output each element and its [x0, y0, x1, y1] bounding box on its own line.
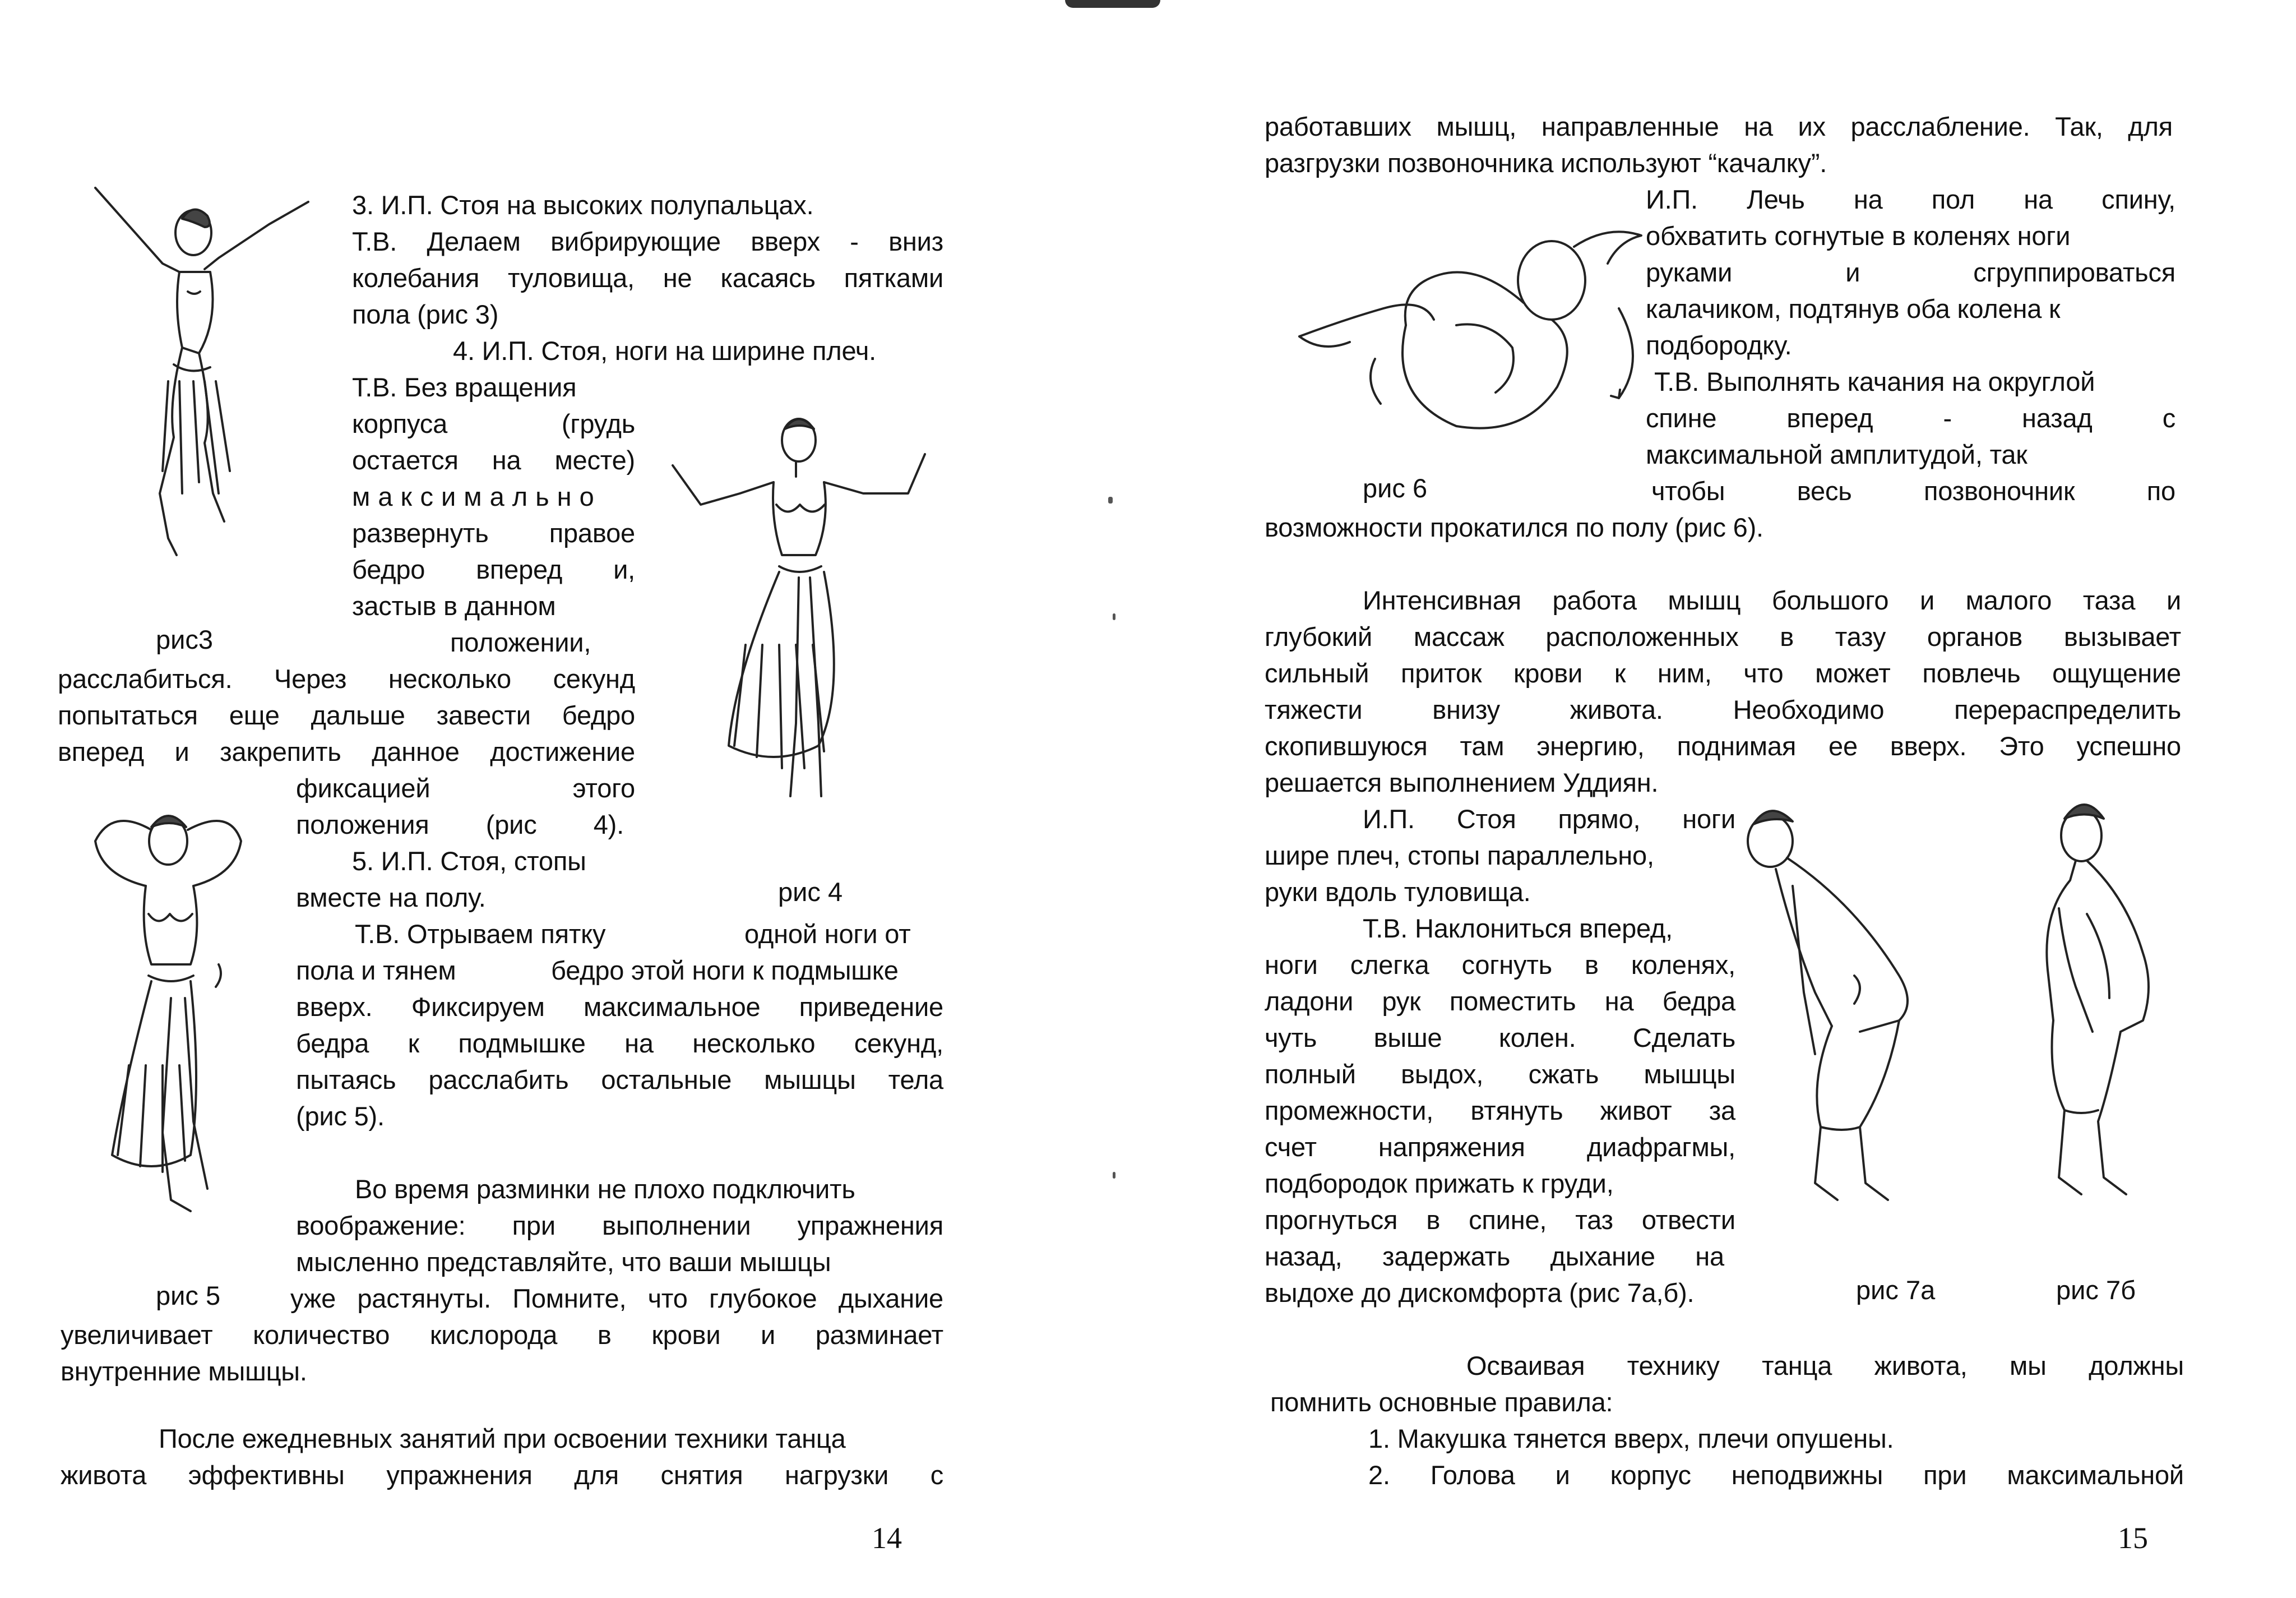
fig7a-bent-figure-icon	[1731, 791, 1944, 1217]
fig6-rocking-icon	[1288, 213, 1658, 449]
text-line: Т.В. Отрываем пятку	[355, 919, 606, 949]
text-line: внутренние мышцы.	[61, 1356, 307, 1386]
text-line: руки вдоль туловища.	[1265, 877, 1531, 907]
text-line: подбородку.	[1646, 330, 1792, 360]
text-line: Во время разминки не плохо подключить	[355, 1174, 855, 1204]
text-line: обхватить согнутые в коленях ноги	[1646, 221, 2071, 251]
text-line: застыв в данном	[352, 591, 556, 621]
text-line: положения (рис 4).	[296, 810, 624, 839]
text-line: назад, задержать дыхание на	[1265, 1241, 1724, 1271]
text-line: пытаясь расслабить остальные мышцы тела	[296, 1065, 943, 1094]
fig6-caption: рис 6	[1363, 473, 1428, 503]
text-line: шире плеч, стопы параллельно,	[1265, 840, 1654, 870]
text-line: ладони рук поместить на бедра	[1265, 986, 1735, 1016]
fig7b-standing-figure-icon	[2014, 785, 2182, 1217]
text-line: бедро этой ноги к подмышке	[551, 955, 899, 985]
text-line: глубокий массаж расположенных в тазу органов вызывает	[1265, 622, 2181, 652]
text-line: полный выдох, сжать мышцы	[1265, 1059, 1735, 1089]
fig7b-caption: рис 7б	[2056, 1275, 2136, 1305]
text-line: скопившуюся там энергию, поднимая ее вверх. Это успешно	[1265, 731, 2181, 761]
text-line: воображение: при выполнении упражнения	[296, 1211, 943, 1240]
text-line: решается выполнением Уддиян.	[1265, 768, 1659, 797]
fig3-dancer-icon	[84, 179, 320, 572]
text-line: 2. Голова и корпус неподвижны при максимальной	[1368, 1460, 2184, 1490]
text-line: Т.В. Наклониться вперед,	[1363, 913, 1673, 943]
text-line: 4. И.П. Стоя, ноги на ширине плеч.	[453, 336, 877, 366]
text-line: вверх. Фиксируем максимальное приведение	[296, 992, 943, 1022]
text-line: тяжести внизу живота. Необходимо перераспределить	[1265, 695, 2181, 724]
text-line: Интенсивная работа мышц большого и малого таза и	[1363, 585, 2181, 615]
text-line: бедро вперед и,	[352, 555, 635, 584]
text-line: выдохе до дискомфорта (рис 7а,б).	[1265, 1278, 1695, 1308]
text-line: остается на месте)	[352, 445, 635, 475]
text-line: чуть выше колен. Сделать	[1265, 1023, 1735, 1052]
text-line: пола (рис 3)	[352, 299, 499, 329]
fig7a-caption: рис 7а	[1856, 1275, 1936, 1305]
text-line: вперед и закрепить данное достижение	[58, 737, 635, 766]
text-line: максимально	[352, 482, 602, 511]
text-line: 5. И.П. Стоя, стопы	[352, 846, 586, 876]
text-line: возможности прокатился по полу (рис 6).	[1265, 512, 1763, 542]
text-line: разгрузки позвоночника используют “качалку”.	[1265, 148, 1827, 178]
text-line: расслабиться. Через несколько секунд	[58, 664, 635, 694]
text-line: спине вперед - назад с	[1646, 403, 2175, 433]
text-line: уже растянуты. Помните, что глубокое дыхание	[290, 1283, 943, 1313]
text-line: вместе на полу.	[296, 883, 486, 912]
text-line: После ежедневных занятий при освоении техники танца	[159, 1424, 846, 1453]
text-line: пола и тянем	[296, 955, 456, 985]
text-line: максимальной амплитудой, так	[1646, 440, 2027, 469]
text-line: Т.В. Делаем вибрирующие вверх - вниз	[352, 227, 943, 256]
fig5-caption: рис 5	[156, 1281, 221, 1310]
fig4-dancer-icon	[661, 409, 942, 813]
text-line: Т.В. Выполнять качания на округлой	[1654, 367, 2095, 396]
text-line: (рис 5).	[296, 1101, 385, 1131]
text-line: попытаться еще дальше завести бедро	[58, 700, 635, 730]
page-number: 15	[2118, 1521, 2148, 1555]
text-line: фиксацией этого	[296, 773, 635, 803]
text-line: мысленно представляйте, что ваши мышцы	[296, 1247, 831, 1277]
text-line: Т.В. Без вращения	[352, 372, 577, 402]
text-line: корпуса (грудь	[352, 409, 635, 438]
text-line: счет напряжения диафрагмы,	[1265, 1132, 1735, 1162]
text-line: чтобы весь позвоночник по	[1651, 476, 2175, 506]
text-line: сильный приток крови к ним, что может повлечь ощущение	[1265, 658, 2181, 688]
text-line: руками и сгруппироваться	[1646, 257, 2175, 287]
page-number: 14	[872, 1521, 902, 1555]
text-line: промежности, втянуть живот за	[1265, 1096, 1735, 1125]
text-line: развернуть правое	[352, 518, 635, 548]
text-line: одной ноги от	[744, 919, 911, 949]
text-line: калачиком, подтянув оба колена к	[1646, 294, 2061, 324]
text-line: ноги слегка согнуть в коленях,	[1265, 950, 1735, 980]
text-line: И.П. Стоя прямо, ноги	[1363, 804, 1735, 834]
text-line: подбородок прижать к груди,	[1265, 1169, 1614, 1198]
text-line: положении,	[450, 627, 591, 657]
fig5-dancer-icon	[78, 796, 263, 1222]
fig4-caption: рис 4	[778, 877, 843, 907]
text-line: Осваивая технику танца живота, мы должны	[1466, 1351, 2184, 1380]
text-line: 1. Макушка тянется вверх, плечи опушены.	[1368, 1424, 1894, 1453]
text-line: 3. И.П. Стоя на высоких полупальцах.	[352, 190, 814, 220]
text-line: живота эффективны упражнения для снятия нагрузки с	[61, 1460, 943, 1490]
text-line: бедра к подмышке на несколько секунд,	[296, 1028, 943, 1058]
text-line: колебания туловища, не касаясь пятками	[352, 263, 943, 293]
text-line: увеличивает количество кислорода в крови и разминает	[61, 1320, 943, 1350]
text-line: помнить основные правила:	[1270, 1387, 1613, 1417]
text-line: прогнуться в спине, таз отвести	[1265, 1205, 1735, 1235]
fig3-caption: рис3	[156, 625, 214, 654]
text-line: работавших мышц, направленные на их расслабление. Так, для	[1265, 112, 2173, 141]
right-page	[1148, 0, 2296, 1598]
text-line: И.П. Лечь на пол на спину,	[1646, 184, 2175, 214]
